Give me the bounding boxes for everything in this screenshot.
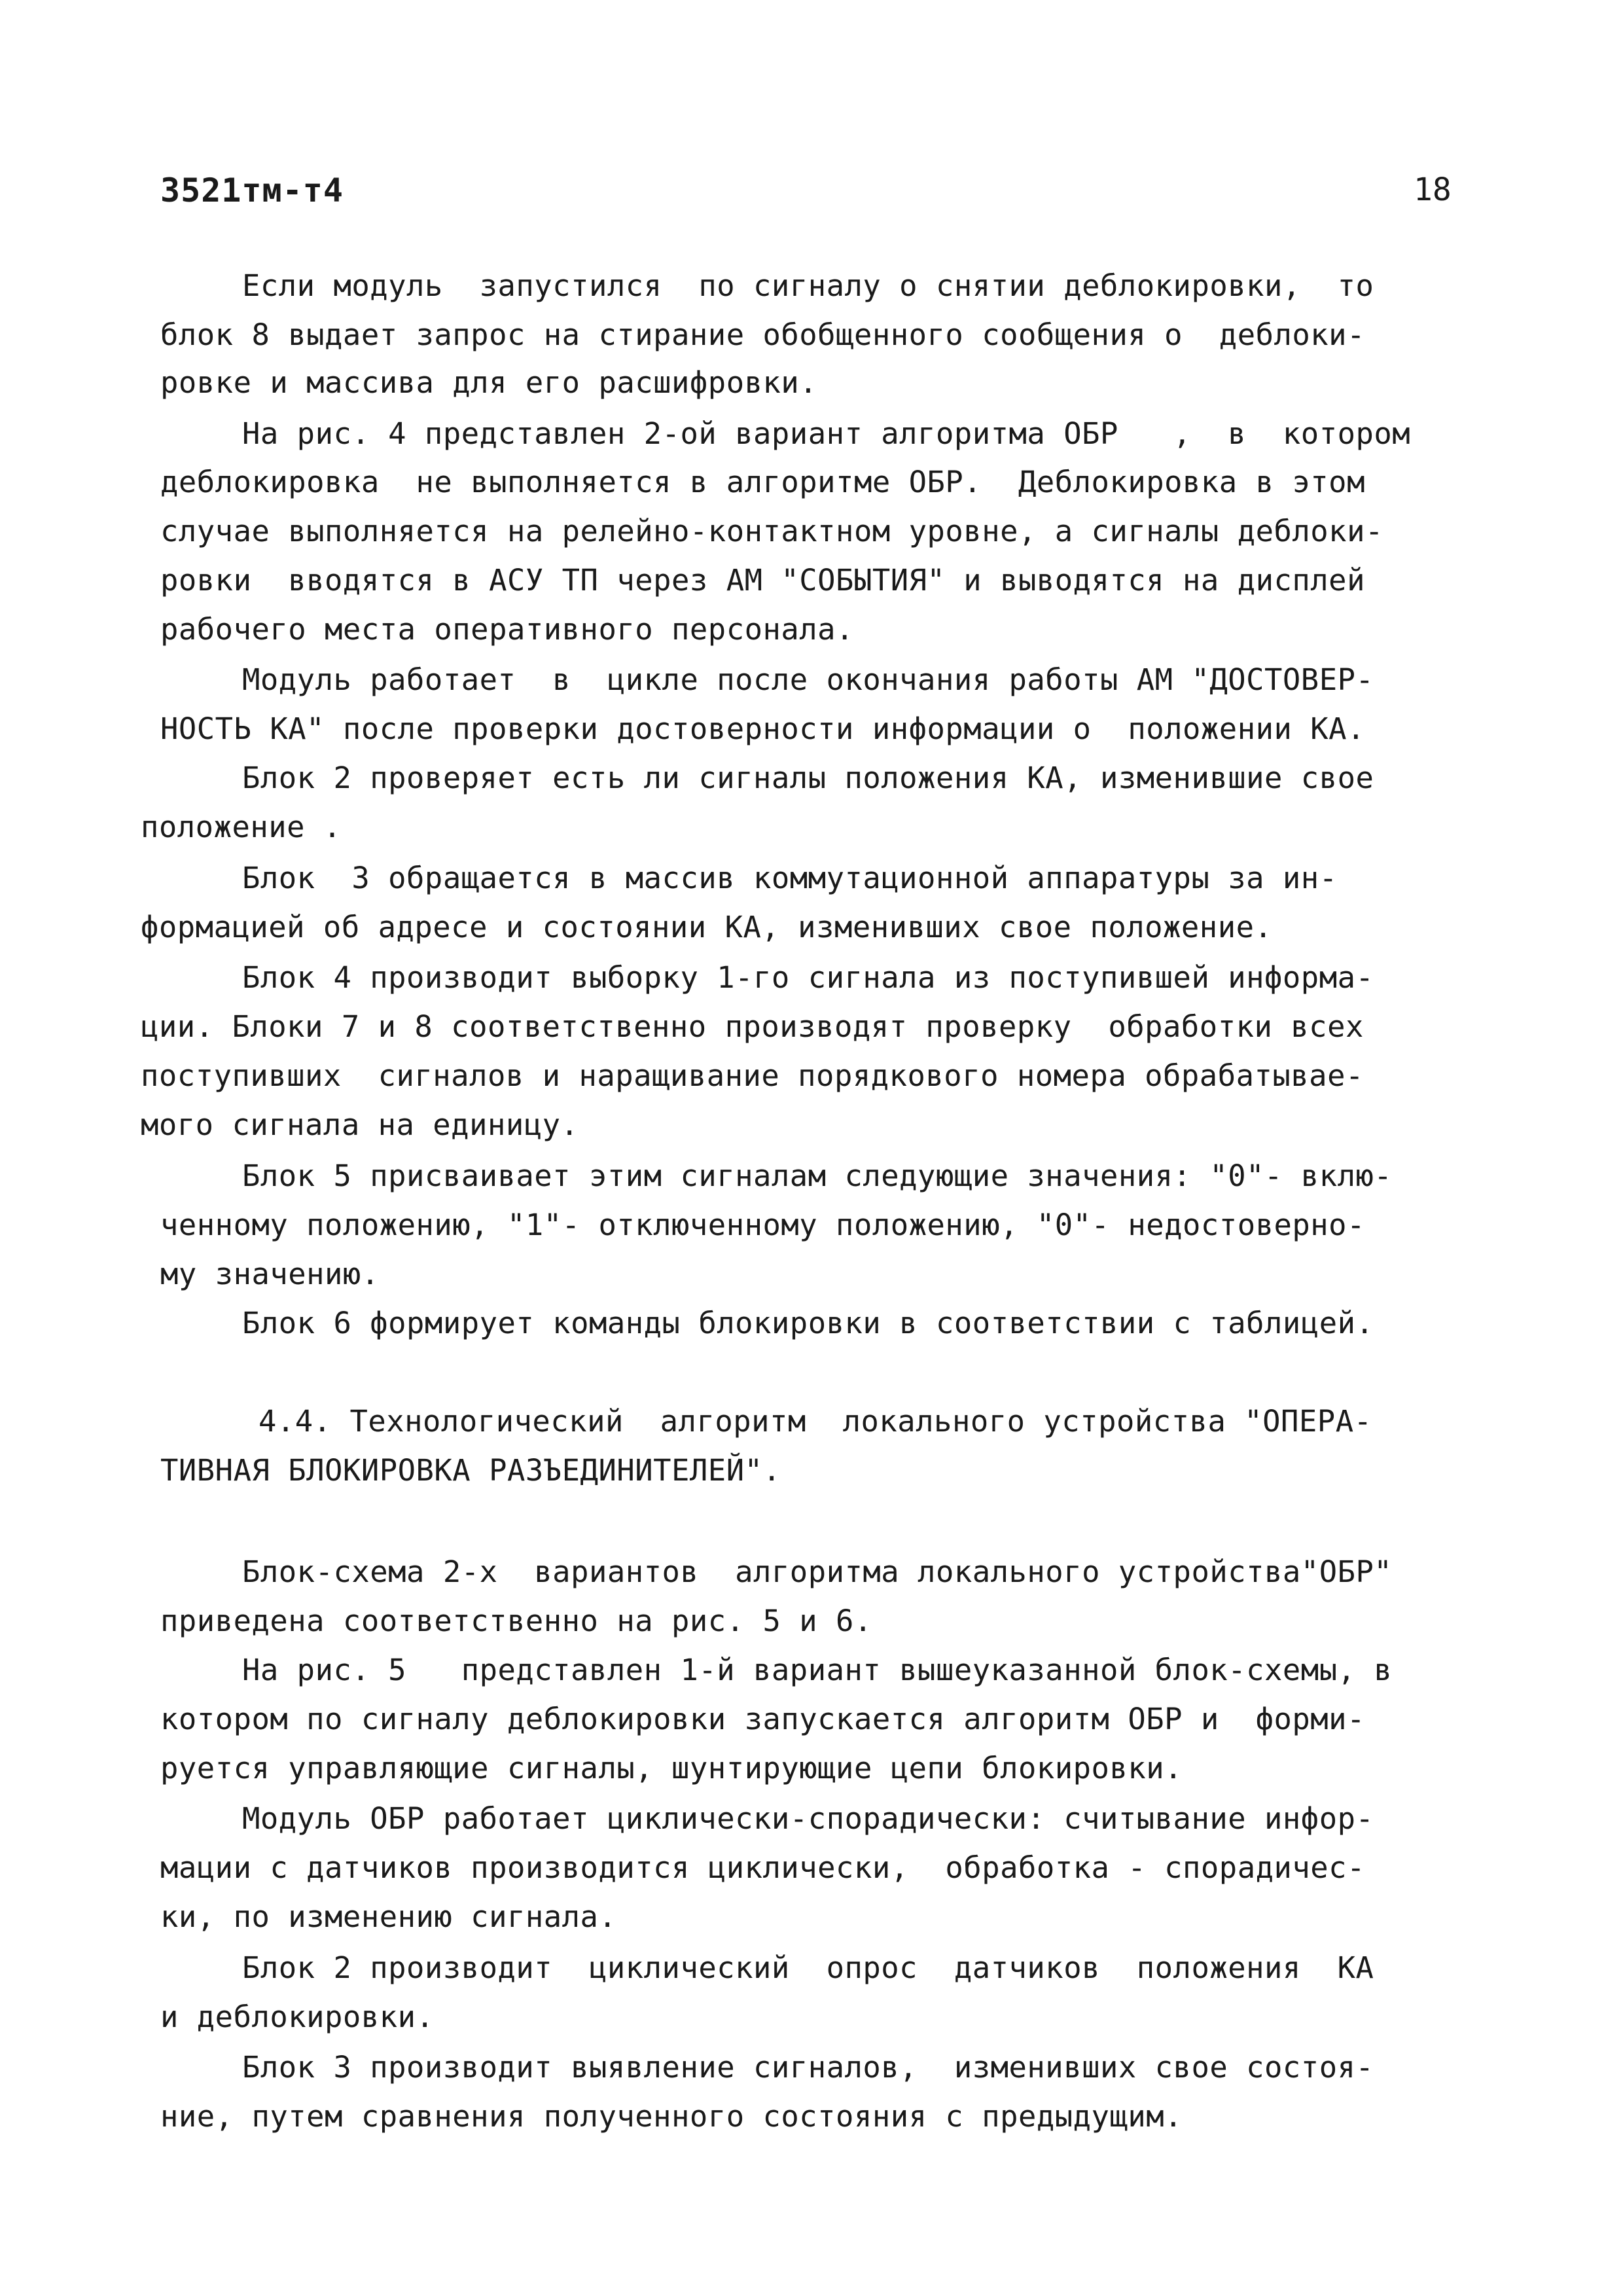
text-line: деблокировка не выполняется в алгоритме ОБР. Деблокировка в этом xyxy=(160,465,1365,499)
text-line: Блок 3 обращается в массив коммутационной аппаратуры за ин- xyxy=(242,861,1338,895)
text-line: ции. Блоки 7 и 8 соответственно производят проверку обработки всех xyxy=(141,1009,1364,1044)
document-code: 3521тм-т4 xyxy=(160,171,344,209)
text-line: Блок-схема 2-х вариантов алгоритма локального устройства"ОБР" xyxy=(242,1554,1393,1589)
text-line: блок 8 выдает запрос на стирание обобщенного сообщения о деблоки- xyxy=(160,317,1365,352)
text-line: Блок 3 производит выявление сигналов, изменивших свое состоя- xyxy=(242,2050,1374,2085)
text-line: НОСТЬ КА" после проверки достоверности информации о положении КА. xyxy=(160,711,1365,746)
text-line: случае выполняется на релейно-контактном уровне, а сигналы деблоки- xyxy=(160,514,1383,548)
text-line: мого сигнала на единицу. xyxy=(141,1107,579,1142)
text-line: и деблокировки. xyxy=(160,2000,435,2034)
text-line: мации с датчиков производится циклически, обработка - спорадичес- xyxy=(160,1850,1365,1885)
text-line: руется управляющие сигналы, шунтирующие цепи блокировки. xyxy=(160,1751,1183,1785)
text-line: На рис. 4 представлен 2-ой вариант алгоритма ОБР , в котором xyxy=(242,416,1411,451)
text-line: положение . xyxy=(141,810,342,844)
section-heading-line: ТИВНАЯ БЛОКИРОВКА РАЗЪЕДИНИТЕЛЕЙ". xyxy=(160,1453,781,1488)
text-line: приведена соответственно на рис. 5 и 6. xyxy=(160,1604,872,1638)
text-line: Блок 2 производит циклический опрос датчиков положения КА xyxy=(242,1950,1374,1985)
text-line: Блок 2 проверяет есть ли сигналы положения КА, изменившие свое xyxy=(242,761,1374,795)
text-line: ние, путем сравнения полученного состояния с предыдущим. xyxy=(160,2099,1183,2134)
text-line: На рис. 5 представлен 1-й вариант вышеуказанной блок-схемы, в xyxy=(242,1653,1393,1687)
text-line: Модуль ОБР работает циклически-спорадически: считывание инфор- xyxy=(242,1801,1374,1836)
text-line: ки, по изменению сигнала. xyxy=(160,1899,617,1934)
text-line: ровки вводятся в АСУ ТП через АМ "СОБЫТИЯ" и выводятся на дисплей xyxy=(160,563,1365,598)
text-line: Блок 4 производит выборку 1-го сигнала из поступившей информа- xyxy=(242,960,1374,995)
page-number: 18 xyxy=(1414,171,1452,208)
text-line: ченному положению, "1"- отключенному положению, "0"- недостоверно- xyxy=(160,1208,1365,1242)
text-line: формацией об адресе и состоянии КА, изменивших свое положение. xyxy=(141,910,1273,944)
text-line: Блок 6 формирует команды блокировки в соответствии с таблицей. xyxy=(242,1306,1374,1340)
text-line: Модуль работает в цикле после окончания работы АМ "ДОСТОВЕР- xyxy=(242,662,1374,697)
text-line: Если модуль запустился по сигналу о снятии деблокировки, то xyxy=(242,268,1374,303)
text-line: ровке и массива для его расшифровки. xyxy=(160,365,818,400)
text-line: поступивших сигналов и наращивание порядкового номера обрабатывае- xyxy=(141,1058,1364,1093)
text-line: котором по сигналу деблокировки запускается алгоритм ОБР и форми- xyxy=(160,1702,1365,1736)
text-line: му значению. xyxy=(160,1257,380,1291)
text-line: Блок 5 присваивает этим сигналам следующие значения: "0"- вклю- xyxy=(242,1158,1393,1193)
text-line: рабочего места оперативного персонала. xyxy=(160,612,854,647)
section-heading-line: 4.4. Технологический алгоритм локального устройства "ОПЕРА- xyxy=(259,1404,1372,1439)
